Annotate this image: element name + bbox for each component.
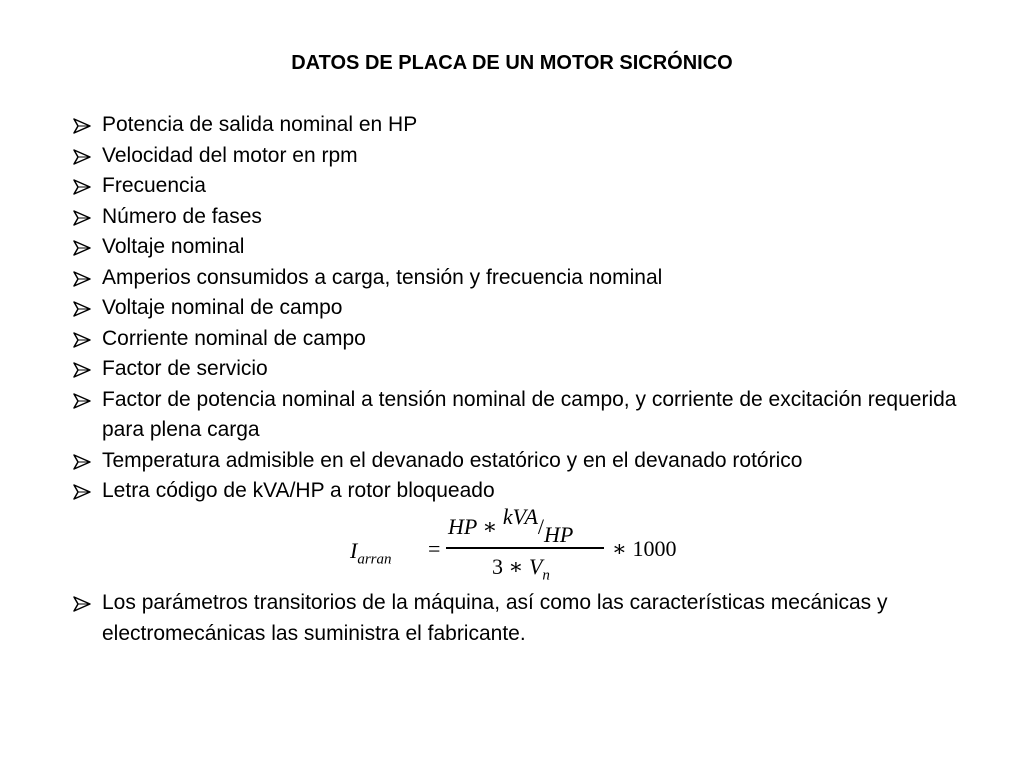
formula-numerator: HP ∗ kVA/HP [448,504,574,547]
arrow-bullet-icon [72,324,94,354]
bullet-text: Factor de servicio [102,357,268,380]
arrow-bullet-icon [72,141,94,171]
bullet-text: Amperios consumidos a carga, tensión y frecuencia nominal [102,265,663,289]
bullet-text: Factor de potencia nominal a tensión nominal de campo, y corriente de excitación requerida para plena carga [102,387,957,441]
bullet-item [72,354,972,385]
arrow-bullet-icon [72,385,94,415]
bullet-item [72,171,972,202]
bullet-item [72,202,972,233]
bullet-text: Temperatura admisible en el devanado estatórico y en el devanado rotórico [102,448,803,472]
formula-equals: = [428,536,441,561]
arrow-bullet-icon [72,232,94,262]
arrow-bullet-icon [72,476,94,506]
arrow-bullet-icon [72,263,94,293]
bullet-item [72,110,972,141]
arrow-bullet-icon [72,110,94,140]
final-bullet-list [72,588,982,649]
formula-denominator: 3 ∗ $V_n$ [492,554,550,584]
bullet-text: Voltaje nominal de campo [102,296,343,319]
bullet-text: Velocidad del motor en rpm [102,143,358,167]
arrow-bullet-icon [72,171,94,201]
bullet-list [72,110,972,507]
bullet-item [72,263,972,294]
bullet-text: Voltaje nominal [102,235,245,258]
bullet-item [72,293,972,324]
arrow-bullet-icon [72,446,94,476]
bullet-text: Frecuencia [102,174,206,197]
bullet-item [72,141,972,172]
formula-multiplier: ∗ 1000 [612,536,677,561]
arrow-bullet-icon [72,293,94,323]
bullet-text: Letra código de kVA/HP a rotor bloqueado [102,479,495,502]
bullet-item [72,476,972,507]
bullet-item [72,446,972,477]
bullet-item [72,588,982,649]
arrow-bullet-icon [72,354,94,384]
arrow-bullet-icon [72,588,94,618]
bullet-text: Potencia de salida nominal en HP [102,113,418,136]
bullet-text: Los parámetros transitorios de la máquina, así como las características mecánicas y electromecánicas las suministra el fabricante. [102,591,888,645]
bullet-text: Corriente nominal de campo [102,326,366,350]
bullet-item [72,385,972,446]
starting-current-formula [350,506,690,586]
bullet-item [72,232,972,263]
bullet-text: Número de fases [102,204,262,228]
slide-title: DATOS DE PLACA DE UN MOTOR SICRÓNICO [291,52,733,74]
bullet-item [72,324,972,355]
arrow-bullet-icon [72,202,94,232]
fraction-bar [446,547,604,549]
formula-lhs: $I_{arran}$ [350,538,392,568]
